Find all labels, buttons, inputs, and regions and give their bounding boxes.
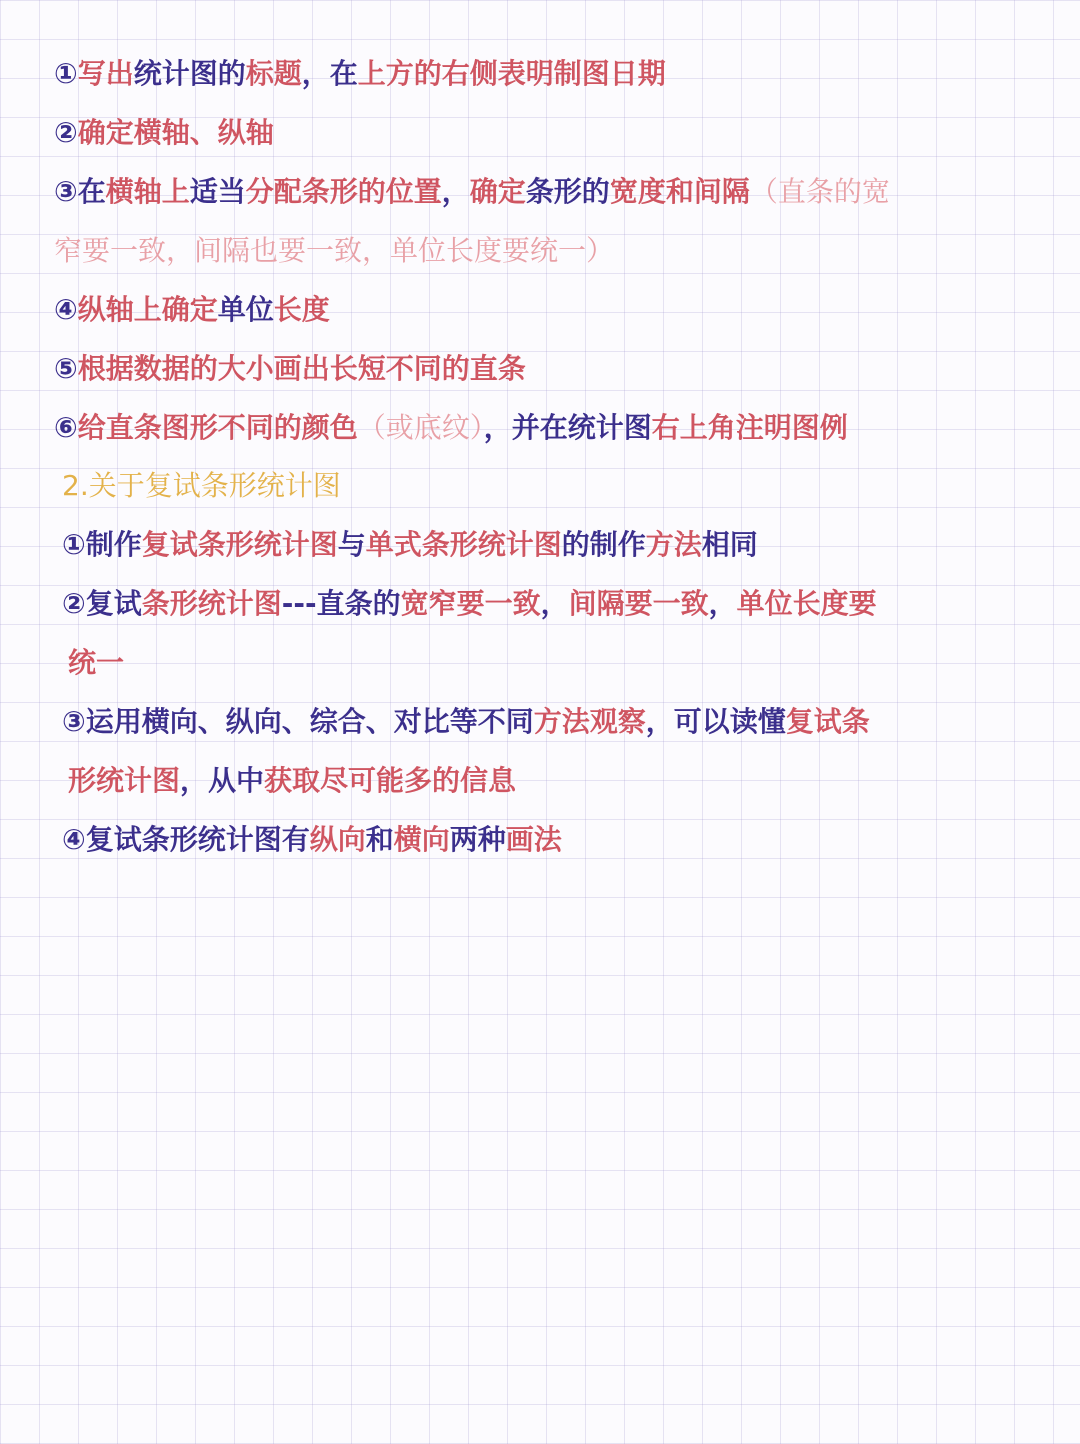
line-segment: ③运用横向、纵向、综合、对比等不同 <box>62 705 534 738</box>
line-segment: 形统计图 <box>68 764 181 797</box>
s1-line-3 <box>54 172 890 212</box>
line-segment: 条形的 <box>525 175 610 208</box>
line-segment: （直条的宽 <box>749 175 890 208</box>
line-segment: ，并在统计图 <box>483 411 652 444</box>
line-segment: 宽度和间隔 <box>609 175 750 208</box>
line-segment: 的制作 <box>561 528 646 561</box>
line-segment: 统一 <box>68 646 125 679</box>
line-segment: 方法观察 <box>533 705 646 738</box>
line-segment: 相同 <box>701 528 758 561</box>
line-segment: ⑤ <box>54 352 78 385</box>
line-segment: ---直条的 <box>281 587 401 620</box>
line-segment: 画法 <box>505 823 562 856</box>
s2-line-3 <box>68 643 124 683</box>
s1-line-5 <box>54 290 330 330</box>
line-segment: ③在 <box>54 175 106 208</box>
s2-line-1 <box>62 525 758 565</box>
s2-line-4 <box>62 702 870 742</box>
line-segment: 上方的右侧表明制图日期 <box>357 57 666 90</box>
s1-line-1 <box>54 54 666 94</box>
line-segment: 单位 <box>217 293 274 326</box>
line-segment: 和 <box>365 823 394 856</box>
line-segment: 两种 <box>449 823 506 856</box>
line-segment: 根据数据的大小画出长短不同的直条 <box>77 352 526 385</box>
line-segment: 间隔要一致 <box>568 587 709 620</box>
line-segment: 复试条形统计图 <box>141 528 338 561</box>
line-segment: ① <box>54 57 78 90</box>
line-segment: 条形统计图 <box>141 587 282 620</box>
line-segment: ①制作 <box>62 528 142 561</box>
line-segment: 标题 <box>245 57 302 90</box>
s1-line-7 <box>54 408 848 448</box>
line-segment: 方法 <box>645 528 702 561</box>
line-segment: 横向 <box>393 823 450 856</box>
s1-line-2 <box>54 113 274 153</box>
line-segment: 写出 <box>77 57 134 90</box>
line-segment: 分配条形的位置 <box>245 175 442 208</box>
line-segment: 确定横轴、纵轴 <box>77 116 274 149</box>
line-segment: 窄要一致，间隔也要一致，单位长度要统一） <box>54 234 615 267</box>
line-segment: ，在 <box>301 57 358 90</box>
line-segment: ， <box>540 587 569 620</box>
line-segment: 复试条 <box>785 705 870 738</box>
line-segment: ， <box>441 175 470 208</box>
line-segment: ④ <box>54 293 78 326</box>
line-segment: ② <box>54 116 78 149</box>
section-heading: 2.关于复试条形统计图 <box>62 469 341 502</box>
line-segment: 纵向 <box>309 823 366 856</box>
line-segment: 适当 <box>189 175 246 208</box>
line-segment: ⑥ <box>54 411 78 444</box>
line-segment: 右上角注明图例 <box>651 411 848 444</box>
line-segment: 长度 <box>273 293 330 326</box>
line-segment: 给直条图形不同的颜色 <box>77 411 358 444</box>
line-segment: ，从中 <box>180 764 265 797</box>
line-segment: 单式条形统计图 <box>365 528 562 561</box>
line-segment: ④复试条形统计图有 <box>62 823 310 856</box>
line-segment: （或底纹） <box>357 411 484 444</box>
line-segment: 单位长度要 <box>736 587 877 620</box>
s1-line-4 <box>54 231 614 271</box>
line-segment: ， <box>708 587 737 620</box>
line-segment: ②复试 <box>62 587 142 620</box>
s2-line-5 <box>68 761 516 801</box>
s2-line-6 <box>62 820 562 860</box>
line-segment: 宽窄要一致 <box>400 587 541 620</box>
line-segment: 统计图的 <box>133 57 246 90</box>
line-segment: 获取尽可能多的信息 <box>264 764 517 797</box>
line-segment: 纵轴上确定 <box>77 293 218 326</box>
line-segment: 确定 <box>469 175 526 208</box>
s2-line-2 <box>62 584 877 624</box>
line-segment: ，可以读懂 <box>645 705 786 738</box>
s1-line-6 <box>54 349 526 389</box>
line-segment: 横轴上 <box>105 175 190 208</box>
line-segment: 与 <box>337 528 366 561</box>
